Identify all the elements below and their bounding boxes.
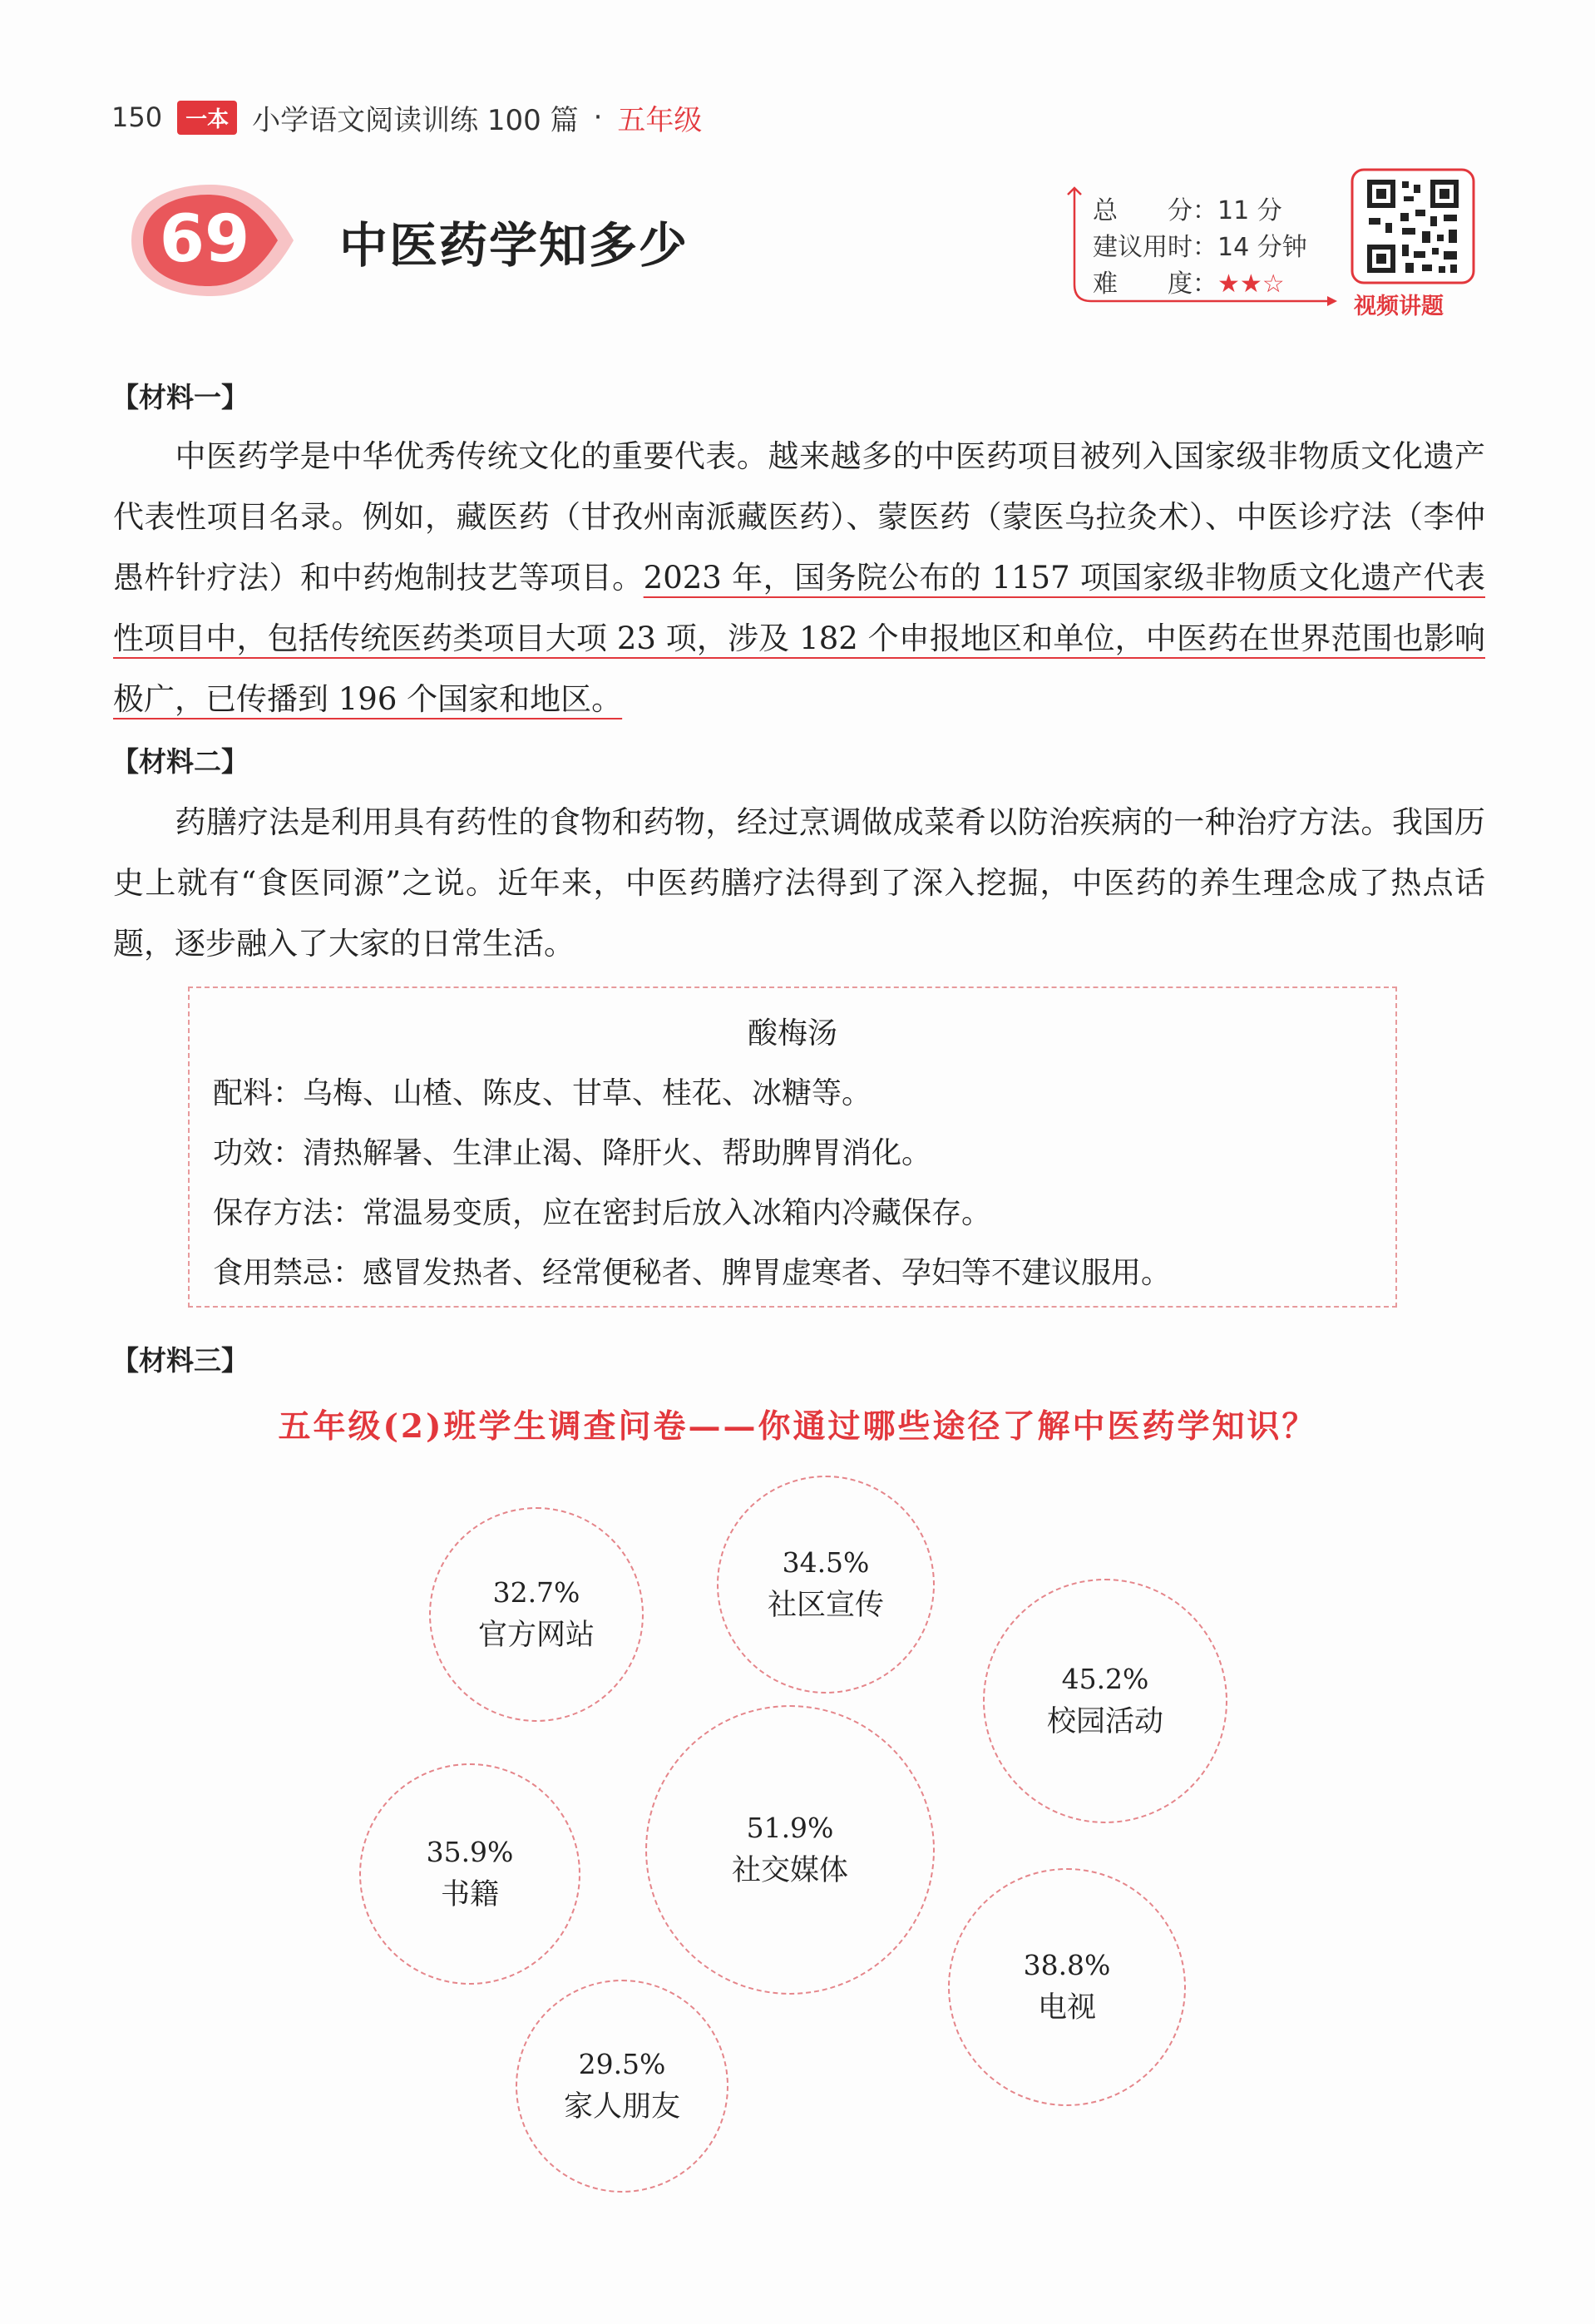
survey-bubble [717,1476,935,1694]
info-total [1093,190,1282,226]
lesson-title: 中医药学知多少 [339,217,689,274]
lesson-info [1059,185,1351,309]
bubble-percent: 51.9% [746,1812,834,1844]
survey-bubble [983,1579,1227,1823]
bubble-label: 社区宣传 [767,1589,884,1622]
book-title: 小学语文阅读训练 100 篇 [252,103,579,137]
bubble-percent: 34.5% [782,1546,870,1579]
recipe-effects: 功效：清热解暑、生津止渴、降肝火、帮助脾胃消化。 [213,1136,932,1170]
material2-paragraph [113,792,1485,974]
page-header [111,96,702,138]
info-total-label: 总 分： [1093,196,1217,225]
bubble-label: 书籍 [440,1878,499,1911]
qr-code-icon[interactable] [1351,168,1475,284]
survey-bubble [645,1705,935,1995]
info-time [1093,226,1307,263]
page-number: 150 [111,101,163,133]
bubble-label: 家人朋友 [563,2090,680,2124]
material2-heading: 【材料二】 [111,745,249,778]
bubble-percent: 38.8% [1023,1949,1111,1981]
material3-heading: 【材料三】 [111,1344,249,1377]
info-total-value: 11 分 [1217,196,1282,225]
material1-text: 中医药学是中华优秀传统文化的重要代表。越来越多的中医药项目被列入国家级非物质文化遗产代表性项目名录。例如，藏医药（甘孜州南派藏医药）、蒙医药（蒙医乌拉灸术）、中医诊疗法（李仲愚杵针疗法）和中药炮制技艺等项目。 [113,438,1485,596]
material1-paragraph [113,426,1485,729]
brand-badge: 一本 [177,101,237,135]
bubble-percent: 29.5% [578,2048,666,2080]
material1-heading: 【材料一】 [111,381,249,413]
material2-text: 药膳疗法是利用具有药性的食物和药物，经过烹调做成菜肴以防治疾病的一种治疗方法。我国历史上就有“食医同源”之说。近年来，中医药膳疗法得到了深入挖掘，中医药的养生理念成了热点话题，逐步融入了大家的日常生活。 [113,804,1485,962]
material1-underlined-text: 2023 年，国务院公布的 1157 项国家级非物质文化遗产代表性项目中，包括传统医药类项目大项 23 项，涉及 182 个申报地区和单位，中医药在世界范围也影响极广，已传播到 196 个国家和地区。 [113,560,1486,717]
header-separator: · [593,101,603,134]
qr-label[interactable]: 视频讲题 [1354,294,1444,319]
survey-bubble [516,1980,728,2193]
survey-title: 五年级(2)班学生调查问卷——你通过哪些途径了解中医药学知识？ [278,1407,1317,1446]
recipe-storage: 保存方法：常温易变质，应在密封后放入冰箱内冷藏保存。 [213,1196,992,1230]
recipe-box [188,986,1397,1308]
bubble-percent: 32.7% [492,1576,580,1609]
survey-bubble [948,1868,1186,2106]
lesson-number-badge [115,178,306,303]
info-time-label: 建议用时： [1093,233,1217,262]
recipe-title: 酸梅汤 [747,1016,837,1051]
info-time-value: 14 分钟 [1217,233,1307,262]
bubble-percent: 45.2% [1061,1663,1149,1695]
bubble-percent: 35.9% [426,1836,514,1868]
difficulty-stars: ★★☆ [1217,269,1285,299]
info-difficulty [1093,263,1285,299]
recipe-taboo: 食用禁忌：感冒发热者、经常便秘者、脾胃虚寒者、孕妇等不建议服用。 [213,1256,1172,1290]
bubble-label: 官方网站 [477,1619,595,1652]
grade-label: 五年级 [617,103,703,137]
survey-bubble [429,1507,644,1722]
bubble-label: 校园活动 [1046,1705,1163,1738]
survey-bubble [359,1763,580,1985]
bubble-label: 电视 [1037,1991,1096,2025]
recipe-ingredients: 配料：乌梅、山楂、陈皮、甘草、桂花、冰糖等。 [213,1076,872,1110]
bubble-label: 社交媒体 [731,1854,848,1887]
info-difficulty-label: 难 度： [1093,269,1217,299]
lesson-number: 69 [159,202,250,277]
